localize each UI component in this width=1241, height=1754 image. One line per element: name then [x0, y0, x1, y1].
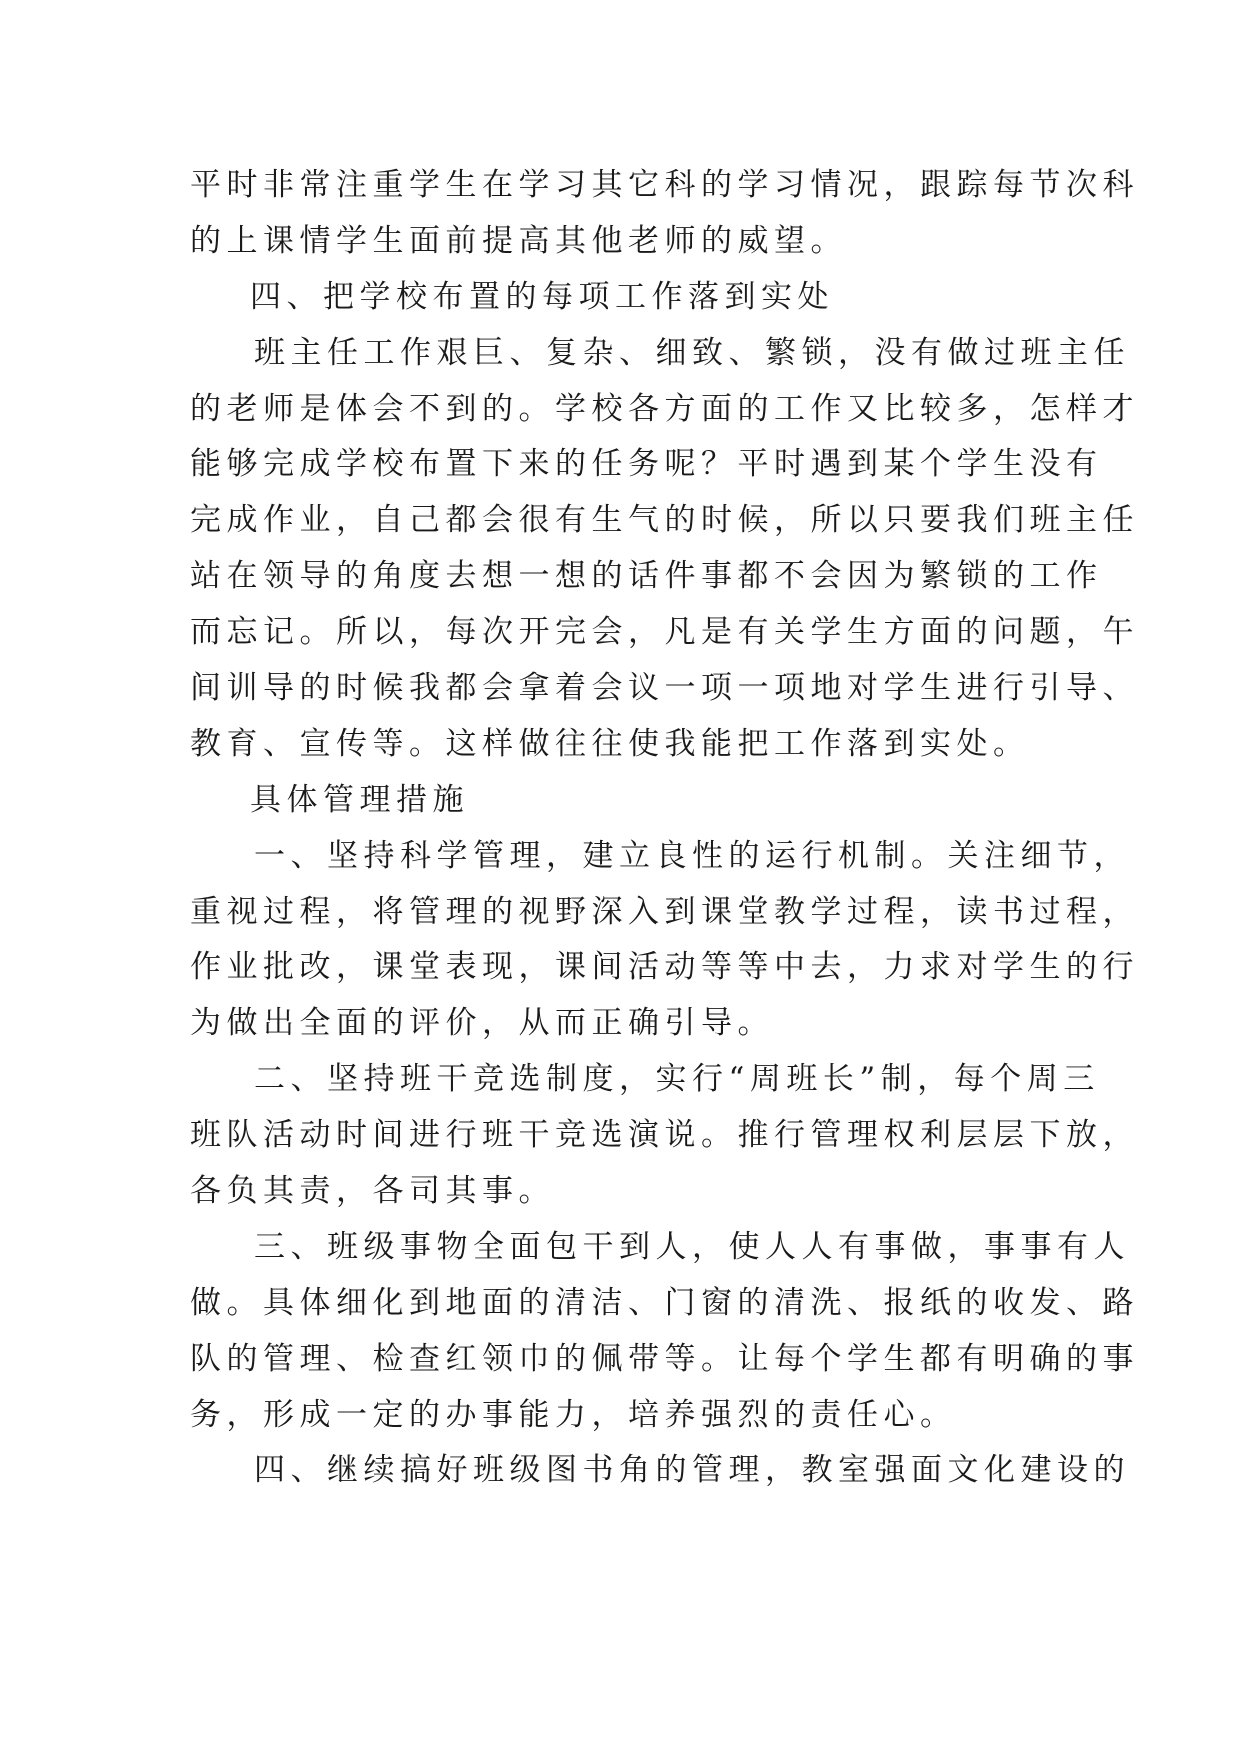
text-line: 班主任工作艰巨、复杂、细致、繁锁，没有做过班主任 — [254, 334, 1130, 371]
text-line: 的上课情学生面前提高其他老师的威望。 — [190, 222, 847, 259]
text-line: 二、坚持班干竞选制度，实行“周班长”制，每个周三 — [254, 1061, 1100, 1098]
text-line: 为做出全面的评价，从而正确引导。 — [190, 1005, 774, 1042]
text-line: 而忘记。所以，每次开完会，凡是有关学生方面的问题，午 — [190, 614, 1139, 651]
text-line: 作业批改，课堂表现，课间活动等等中去，力求对学生的行 — [190, 949, 1139, 986]
text-line: 教育、宣传等。这样做往往使我能把工作落到实处。 — [190, 725, 1030, 762]
text-line: 各负其责，各司其事。 — [190, 1173, 555, 1210]
text-line: 平时非常注重学生在学习其它科的学习情况，跟踪每节次科 — [190, 167, 1139, 203]
text-line: 重视过程，将管理的视野深入到课堂教学过程，读书过程， — [190, 893, 1139, 930]
text-line: 间训导的时候我都会拿着会议一项一项地对学生进行引导、 — [190, 670, 1139, 707]
text-line: 一、坚持科学管理，建立良性的运行机制。关注细节， — [254, 837, 1130, 874]
text-line: 队的管理、检查红领巾的佩带等。让每个学生都有明确的事 — [190, 1340, 1139, 1377]
section-heading: 四、把学校布置的每项工作落到实处 — [250, 278, 834, 315]
text-line: 三、班级事物全面包干到人，使人人有事做，事事有人 — [254, 1228, 1130, 1265]
text-line: 做。具体细化到地面的清洁、门窗的清洗、报纸的收发、路 — [190, 1284, 1139, 1321]
text-line: 四、继续搞好班级图书角的管理，教室强面文化建设的 — [254, 1452, 1130, 1489]
text-line: 能够完成学校布置下来的任务呢？平时遇到某个学生没有 — [190, 446, 1103, 483]
text-line: 完成作业，自己都会很有生气的时候，所以只要我们班主任 — [190, 502, 1139, 539]
section-heading: 具体管理措施 — [250, 781, 469, 818]
text-line: 站在领导的角度去想一想的话件事都不会因为繁锁的工作 — [190, 558, 1103, 595]
document-body — [190, 158, 1139, 1499]
text-line: 的老师是体会不到的。学校各方面的工作又比较多，怎样才 — [190, 390, 1139, 427]
text-line: 班队活动时间进行班干竞选演说。推行管理权利层层下放， — [190, 1117, 1139, 1154]
text-line: 务，形成一定的办事能力，培养强烈的责任心。 — [190, 1396, 957, 1433]
